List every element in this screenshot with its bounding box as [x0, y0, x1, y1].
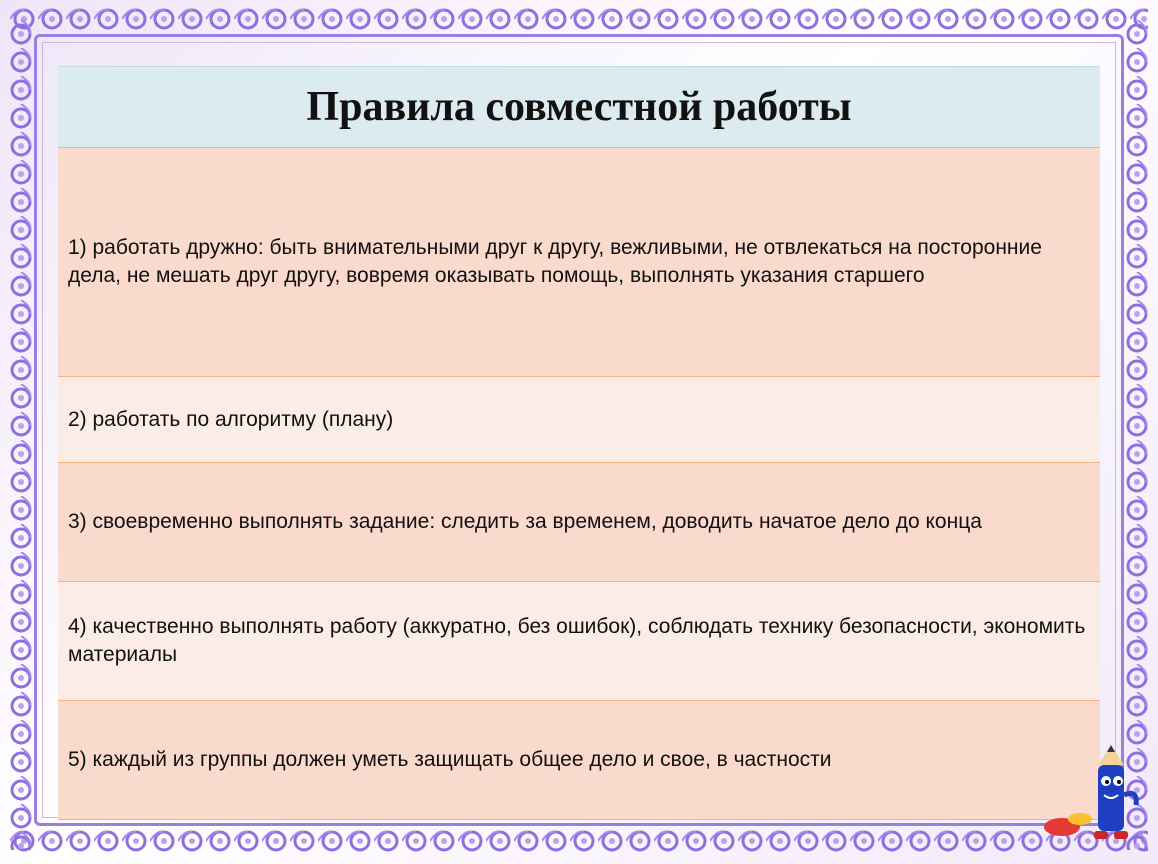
rules-table: [58, 66, 1100, 820]
table-row: [58, 148, 1100, 377]
rule-2: 2) работать по алгоритму (плану): [58, 377, 1100, 463]
ornamental-border-left: [6, 20, 36, 850]
ornamental-border-top: [10, 4, 1148, 34]
table-row: [58, 582, 1100, 701]
ornamental-border-bottom: [10, 826, 1148, 858]
rule-5: 5) каждый из группы должен уметь защищать общее дело и свое, в частности: [58, 701, 1100, 820]
ornamental-border-right: [1122, 20, 1152, 850]
table-row: [58, 377, 1100, 463]
table-header-row: [58, 67, 1100, 148]
rule-3: 3) своевременно выполнять задание: следить за временем, доводить начатое дело до конца: [58, 463, 1100, 582]
slide-title: Правила совместной работы: [58, 67, 1100, 148]
rule-4: 4) качественно выполнять работу (аккуратно, без ошибок), соблюдать технику безопасности, экономить материалы: [58, 582, 1100, 701]
pencil-mascot-icon: [1040, 745, 1150, 845]
rule-1: 1) работать дружно: быть внимательными друг к другу, вежливыми, не отвлекаться на посторонние дела, не мешать друг другу, вовремя оказывать помощь, выполнять указания старшего: [58, 148, 1100, 377]
table-row: [58, 463, 1100, 582]
table-row: [58, 701, 1100, 820]
